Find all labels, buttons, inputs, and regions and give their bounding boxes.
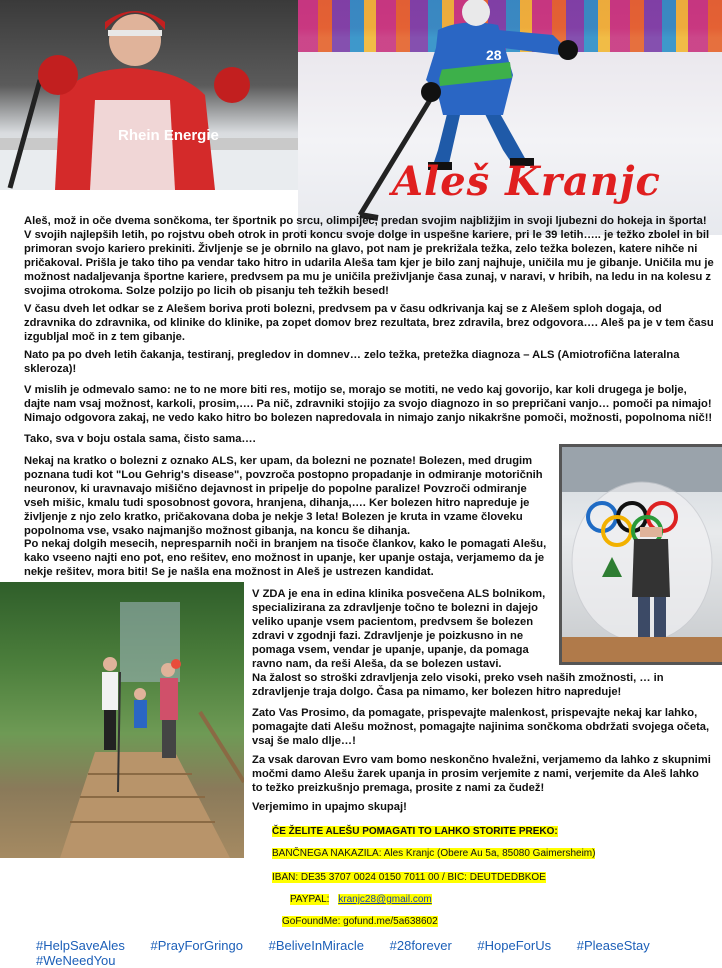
hashtag-hope-for-us[interactable]: #HopeForUs <box>477 938 552 953</box>
olympic-illustration <box>562 447 722 662</box>
family-illustration <box>0 582 244 858</box>
donation-heading: ČE ŽELITE ALEŠU POMAGATI TO LAHKO STORITE PREKO: <box>272 826 558 837</box>
paragraph-costs: Na žalost so stroški zdravljenja zelo visoki, preko vseh naših zmožnosti, … in zdravljenje traja dolgo. Časa pa nimamo, ker bolezen hitro napreduje! <box>252 672 664 698</box>
paragraph-diagnosis-search: V času dveh let odkar se z Alešem boriva proti bolezni, predvsem pa v času odkrivanja kaj se z Alešem sploh dogaja, od zdravnika do zdravnika, od klinike do klinike, pa zopet domov brez rezultata, brez zdravila, brez odgovora…. Aleš pa je v tem času izgubljal moč in z tem gibanje. <box>24 303 714 343</box>
paragraph-about-als: Nekaj na kratko o bolezni z oznako ALS, ker upam, da bolezni ne poznate! Bolezen, med drugim poznana tudi kot "Lou Gehrig's disease", povzroča postopno propadanje in odmiranje motoričnih neuronov, ki uravnavajo mišično dejavnost in pripelje do popolne paralize! Povzroči odmiranje vseh mišic, kmalu tudi sposobnost govora, hranjena, dihanja,…. Ker bolezen hitro napreduje je življenje z njo zelo kratko, pričakovana doba je nekje 3 leta! Bolezen je kruta in vzame človeku popolnoma vse, vsako najmanjšo možnost gibanja, na koncu še dihanja. <box>24 455 543 537</box>
jersey-number: 28 <box>486 47 502 63</box>
paypal-email-link[interactable]: kranjc28@gmail.com <box>338 894 432 905</box>
hashtag-row <box>36 938 722 968</box>
gofundme-line: GoFoundMe: gofund.me/5a638602 <box>282 916 438 927</box>
paypal-line <box>290 894 432 905</box>
hashtag-belive-in-miracle[interactable]: #BeliveInMiracle <box>268 938 364 953</box>
paragraph-disbelief: V mislih je odmevalo samo: ne to ne more biti res, motijo se, morajo se motiti, ne vedo kaj govorijo, kar koli drugega je bolje, dajte nam vsaj možnost, karkoli, prosim,…. Pa nič, zdravniki stojijo za svojo diagnozo in so prepričani vanjo… pomoči pa nimajo! Nimajo odgovora zakaj, ne vedo kako hitro bo bolezen napredovala in nimajo zanjo nikakršne pomoči, možnosti, popolnoma nič!! <box>24 384 713 424</box>
paragraph-alone: Tako, sva v boju ostala sama, čisto sama…. <box>24 433 256 445</box>
hashtag-we-need-you[interactable]: #WeNeedYou <box>36 953 116 968</box>
photo-hockey-red-jersey <box>0 0 298 190</box>
hashtag-help-save-ales[interactable]: #HelpSaveAles <box>36 938 125 953</box>
paragraph-usa-clinic: V ZDA je ena in edina klinika posvečena ALS bolnikom, specializirana za zdravljenje točno te bolezni in dajejo veliko upanje vsem pacientom, predvsem še bolezen zdravi v zgodnji fazi. Zdravljenje je poizkusno in ne pomaga vsem, vendar je upanje, upanje, da pomaga ravno nam, da reši Aleša, da se bolezen ustavi. <box>252 588 546 670</box>
paragraph-diagnosis: Nato pa po dveh letih čakanja, testiranj, pregledov in domnev… zelo težka, pretežka diagnoza – ALS (Amiotrofična lateralna skleroza)! <box>24 349 680 375</box>
page-title: Aleš Kranjc <box>392 158 661 205</box>
paragraph-intro: Aleš, mož in oče dvema sončkoma, ter športnik po srcu, olimpijec, predan svojim najbližjim in svoji ljubezni do hokeja in športa! V svojih najlepših letih, po rojstvu obeh otrok in proti koncu svoje dolge in uspešne kariere, pri le 39 letih….. je težko zbolel in bil primoran svojo kariero prekiniti. Življenje se je obrnilo na glavo, pot nam je prekrižala težka, zelo težka bolezen, katere nihče ni pričakoval. Prišla je tako tiho pa vendar tako hitro in udarila Aleša tam kjer je bilo zanj najhuje, uničila mu je gibanje. Uničila mu je možnost nadaljevanja športne kariere, predvsem pa mu je uničila preživljanje časa zunaj, v naravi, v hribih, na ledu in na kolesu z svojima otrokoma. Solze polzijo po licih ob pisanju teh težkih besed! <box>24 215 714 297</box>
paragraph-please-help: Zato Vas Prosimo, da pomagate, prispevajte malenkost, prispevajte nekaj kar lahko, pomagajte dati Alešu možnost, pomagajte najinima sončkoma obdržati svojega očeta, vsaj še malo dlje…! <box>252 707 710 747</box>
iban-line: IBAN: DE35 3707 0024 0150 7011 00 / BIC: DEUTDEDBKOE <box>272 872 546 883</box>
photo-olympic-rings <box>559 444 722 665</box>
hashtag-please-stay[interactable]: #PleaseStay <box>576 938 650 953</box>
player-red-illustration <box>0 0 298 190</box>
jersey-text-left: Rhein Energie <box>118 127 219 144</box>
paragraph-thanks: Za vsak darovan Evro vam bomo neskončno hvaležni, verjamemo da lahko z skupnimi močmi damo Alešu žarek upanja in prosim verjemite z nami, verjemite da Aleš lahko to težko preizkušnjo premaga, prosite z nami za čudež! <box>252 754 711 794</box>
paragraph-believe: Verjemimo in upajmo skupaj! <box>252 801 407 813</box>
paragraph-hope: Po nekaj dolgih mesecih, nepresparnih noči in branjem na tisoče člankov, kako le pomagati Alešu, kako vseeno najti eno pot, eno rešitev, eno možnost in upanje, ker upanje ostaja, verjamemo da je nekje rešitev, mora biti! Se je našla ena možnost in Aleš je ustrezen kandidat. <box>24 538 547 578</box>
paypal-label: PAYPAL: <box>290 894 330 905</box>
hashtag-28forever[interactable]: #28forever <box>389 938 452 953</box>
photo-family-hiking <box>0 582 244 858</box>
hashtag-pray-for-gringo[interactable]: #PrayForGringo <box>150 938 243 953</box>
bank-transfer-line: BANČNEGA NAKAZILA: Ales Kranjc (Obere Au 5a, 85080 Gaimersheim) <box>272 848 596 859</box>
